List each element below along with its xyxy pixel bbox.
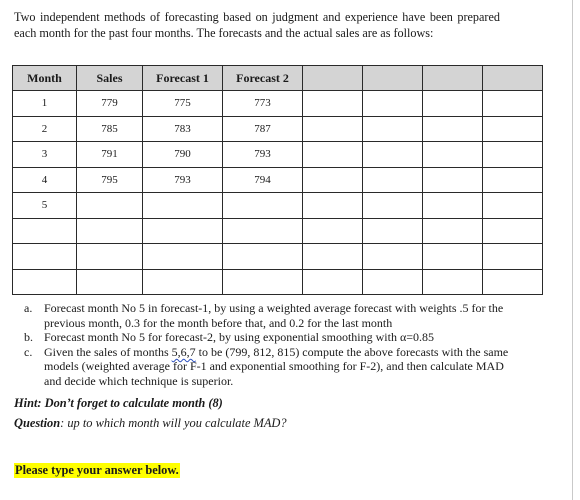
cell-blank[interactable] (363, 116, 423, 142)
answer-prompt-highlight: Please type your answer below. (15, 463, 179, 477)
cell-blank[interactable] (303, 269, 363, 295)
cell-forecast-2: 787 (223, 116, 303, 142)
question-label: Question (14, 416, 61, 430)
table-row (13, 218, 543, 244)
cell-blank[interactable] (423, 244, 483, 270)
cell-blank[interactable] (13, 218, 77, 244)
cell-blank[interactable] (423, 91, 483, 117)
list-item-text (44, 345, 508, 388)
cell-blank[interactable] (223, 218, 303, 244)
cell-blank[interactable] (143, 218, 223, 244)
cell-blank[interactable] (363, 167, 423, 193)
cell-blank[interactable] (13, 269, 77, 295)
list-item-text-part: to be (799, 812, 815) compute the above forecasts with the same models (weighted average for F-1 and exponential smoothing for F-2), and then calculate MAD and decide which technique is superior. (44, 344, 509, 388)
header-blank-cell (363, 66, 423, 91)
forecast-table (12, 65, 543, 295)
cell-forecast-1: 775 (143, 91, 223, 117)
cell-sales[interactable] (77, 193, 143, 219)
cell-blank[interactable] (363, 218, 423, 244)
table-header-row (13, 66, 543, 91)
cell-blank[interactable] (363, 91, 423, 117)
cell-blank[interactable] (483, 244, 543, 270)
table-row (13, 244, 543, 270)
cell-blank[interactable] (363, 193, 423, 219)
cell-blank[interactable] (303, 91, 363, 117)
cell-blank[interactable] (303, 244, 363, 270)
cell-forecast-2: 794 (223, 167, 303, 193)
cell-blank[interactable] (77, 244, 143, 270)
list-item-b (14, 330, 514, 345)
list-marker: a. (24, 301, 33, 315)
header-month: Month (13, 66, 77, 91)
hint-text: Hint: Don’t forget to calculate month (8) (14, 396, 223, 410)
cell-blank[interactable] (223, 269, 303, 295)
cell-month: 4 (13, 167, 77, 193)
cell-blank[interactable] (483, 91, 543, 117)
cell-blank[interactable] (483, 116, 543, 142)
cell-blank[interactable] (423, 269, 483, 295)
question-body: : up to which month will you calculate MAD? (60, 416, 287, 430)
table-row (13, 91, 543, 117)
task-list (14, 301, 514, 389)
cell-blank[interactable] (483, 269, 543, 295)
cell-blank[interactable] (303, 116, 363, 142)
list-marker: c. (24, 344, 33, 359)
cell-blank[interactable] (303, 218, 363, 244)
header-blank-cell (423, 66, 483, 91)
cell-sales: 791 (77, 142, 143, 168)
cell-forecast-2: 793 (223, 142, 303, 168)
table-row (13, 269, 543, 295)
cell-blank[interactable] (303, 193, 363, 219)
list-item-a (14, 301, 514, 330)
cell-forecast-1: 783 (143, 116, 223, 142)
cell-sales: 779 (77, 91, 143, 117)
header-blank-cell (303, 66, 363, 91)
cell-blank[interactable] (483, 167, 543, 193)
cell-sales: 795 (77, 167, 143, 193)
cell-month: 2 (13, 116, 77, 142)
list-item-c (14, 345, 514, 389)
cell-blank[interactable] (223, 244, 303, 270)
cell-blank[interactable] (143, 244, 223, 270)
list-item-text: Forecast month No 5 for forecast-2, by using exponential smoothing with α=0.85 (44, 330, 434, 345)
cell-month: 3 (13, 142, 77, 168)
intro-paragraph: Two independent methods of forecasting based on judgment and experience have been prepared each month for the past four months. The forecasts and the actual sales are as follows: (14, 10, 500, 40)
list-item-text-part: Given the sales of months (44, 344, 172, 359)
cell-blank[interactable] (483, 218, 543, 244)
cell-forecast-2[interactable] (223, 193, 303, 219)
table-row (13, 116, 543, 142)
cell-forecast-2: 773 (223, 91, 303, 117)
cell-forecast-1[interactable] (143, 193, 223, 219)
cell-month: 1 (13, 91, 77, 117)
cell-blank[interactable] (363, 269, 423, 295)
header-forecast-2: Forecast 2 (223, 66, 303, 91)
header-blank-cell (483, 66, 543, 91)
cell-blank[interactable] (423, 167, 483, 193)
cell-blank[interactable] (423, 193, 483, 219)
cell-month: 5 (13, 193, 77, 219)
table-row (13, 193, 543, 219)
cell-blank[interactable] (143, 269, 223, 295)
cell-sales: 785 (77, 116, 143, 142)
cell-blank[interactable] (13, 244, 77, 270)
table-row (13, 142, 543, 168)
cell-blank[interactable] (363, 142, 423, 168)
cell-blank[interactable] (303, 142, 363, 168)
cell-blank[interactable] (423, 218, 483, 244)
cell-blank[interactable] (303, 167, 363, 193)
cell-blank[interactable] (483, 142, 543, 168)
cell-blank[interactable] (77, 269, 143, 295)
cell-forecast-1: 793 (143, 167, 223, 193)
header-forecast-1: Forecast 1 (143, 66, 223, 91)
cell-blank[interactable] (77, 218, 143, 244)
spellcheck-underlined-months: 5,6,7 (171, 344, 196, 359)
question-text (14, 416, 287, 431)
header-sales: Sales (77, 66, 143, 91)
cell-blank[interactable] (483, 193, 543, 219)
cell-blank[interactable] (423, 116, 483, 142)
list-marker: b. (24, 330, 33, 345)
list-item-text: Forecast month No 5 in forecast-1, by using a weighted average forecast with weights .5 for the previous month, 0.3 for the month before that, and 0.2 for the last month (44, 301, 504, 330)
cell-blank[interactable] (363, 244, 423, 270)
cell-forecast-1: 790 (143, 142, 223, 168)
cell-blank[interactable] (423, 142, 483, 168)
table-row (13, 167, 543, 193)
